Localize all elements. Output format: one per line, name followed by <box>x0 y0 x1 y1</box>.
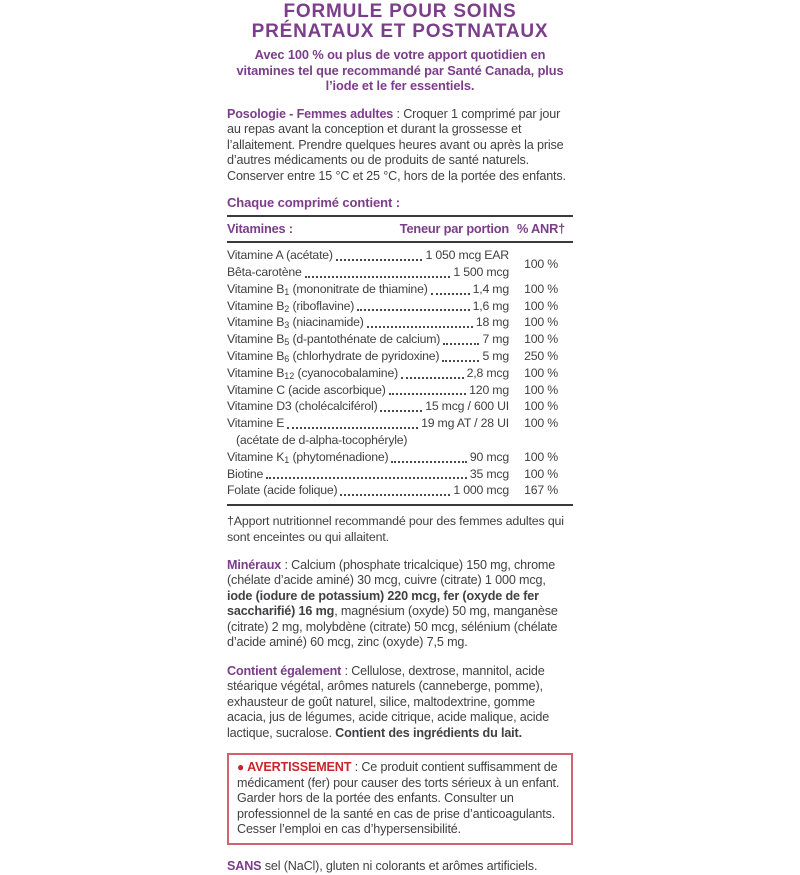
vitamin-row-group <box>227 314 573 331</box>
minerals-label: Minéraux <box>227 557 282 572</box>
vitamin-name-subscript: 2 <box>284 303 290 314</box>
vitamin-amount: 35 mcg <box>469 466 509 481</box>
vitamin-name: Vitamine $B_2$ (riboflavine) <box>227 298 355 314</box>
minerals-bold-text: iode (iodure de potassium) 220 mcg, fer (oxyde de fer saccharifié) 16 mg <box>227 588 539 619</box>
vitamin-row-group <box>227 348 573 365</box>
vitamin-pct: 100 % <box>524 256 558 271</box>
sans-text: sel (NaCl), gluten ni colorants et arômes artificiels. <box>261 859 538 874</box>
warning-bullet-icon: ● <box>237 760 245 775</box>
dotted-leader <box>391 461 466 463</box>
vitamin-amount: 1 500 mcg <box>453 265 509 280</box>
vitamin-name: Bêta-carotène <box>227 265 302 280</box>
vitamin-row-group <box>227 281 573 298</box>
vitamin-row-left <box>227 382 509 399</box>
vitamin-row <box>227 365 509 382</box>
vitamin-row-left <box>227 331 509 348</box>
vitamin-row-left <box>227 298 509 315</box>
label-sheet <box>227 0 573 875</box>
page-title <box>227 2 573 41</box>
vitamin-amount: 18 mg <box>475 315 509 330</box>
vitamin-row <box>227 415 509 432</box>
vitamin-pct: 100 % <box>524 466 558 481</box>
vitamin-name: Vitamine A (acétate) <box>227 248 333 263</box>
dotted-leader <box>357 309 469 311</box>
title-line-2: PRÉNATAUX ET POSTNATAUX <box>251 20 549 42</box>
vitamin-name-subscript: 6 <box>284 354 290 365</box>
column-header-vitamins: Vitamines : <box>227 221 293 237</box>
vitamin-row <box>227 449 509 466</box>
vitamin-row-group <box>227 466 573 483</box>
vitamin-name: Vitamine E <box>227 416 285 431</box>
column-header-pct: % ANR† <box>516 221 566 237</box>
vitamin-name-subscript: 1 <box>284 454 290 465</box>
vitamin-row-group <box>227 398 573 415</box>
also-contains-bold-text: Contient des ingrédients du lait. <box>335 725 522 740</box>
vitamin-row-group <box>227 382 573 399</box>
vitamin-amount: 5 mg <box>482 349 509 364</box>
dotted-leader <box>266 477 467 479</box>
vitamin-name-subscript: 1 <box>284 286 290 297</box>
vitamin-row-left <box>227 415 509 449</box>
vitamin-amount: 1 050 mcg EAR <box>425 248 509 263</box>
vitamin-amount: 7 mg <box>482 332 509 347</box>
also-contains-separator: : <box>341 663 352 678</box>
vitamin-amount: 1 000 mcg <box>453 483 509 498</box>
contains-heading: Chaque comprimé contient : <box>227 195 400 211</box>
vitamin-row <box>227 281 509 298</box>
vitamin-pct: 100 % <box>524 332 558 347</box>
vitamin-row-group <box>227 331 573 348</box>
vitamin-name: Folate (acide folique) <box>227 483 338 498</box>
vitamin-amount: 19 mg AT / 28 UI <box>421 416 509 431</box>
vitamin-name: Vitamine C (acide ascorbique) <box>227 382 386 397</box>
vitamin-name: Vitamine $B_{12}$ (cyanocobalamine) <box>227 365 398 381</box>
vitamin-amount: 120 mg <box>469 382 509 397</box>
vitamin-name: Biotine <box>227 466 264 481</box>
vitamin-pct: 100 % <box>524 399 558 414</box>
vitamin-name: Vitamine D3 (cholécalciférol) <box>227 399 378 414</box>
dotted-leader <box>389 393 466 395</box>
vitamin-row <box>227 264 509 281</box>
dotted-leader <box>443 343 479 345</box>
vitamin-row <box>227 331 509 348</box>
also-contains-label: Contient également <box>227 663 342 678</box>
also-contains-text: Cellulose, dextrose, mannitol, acide stéarique végétal, arômes naturels (canneberge, pomme), exhausteur de goût naturel, silice, maltodextrine, gomme acacia, jus de légumes, acide citrique, acide malique, acide lactique, sucralose. <box>227 663 550 740</box>
vitamin-row-group <box>227 298 573 315</box>
vitamin-name-subscript: 3 <box>284 320 290 331</box>
vitamin-row-left <box>227 314 509 331</box>
table-rule-bottom <box>227 504 573 506</box>
vitamin-name: Vitamine $B_1$ (mononitrate de thiamine) <box>227 281 428 297</box>
vitamin-name-subscript: 5 <box>284 337 290 348</box>
vitamin-row <box>227 348 509 365</box>
sans-label: SANS <box>227 859 262 874</box>
subtitle: Avec 100 % ou plus de votre apport quotidien en vitamines tel que recommandé par Santé Canada, plus l’iode et le fer essentiels. <box>236 47 564 94</box>
vitamin-pct: 100 % <box>524 281 558 296</box>
dosage-separator: : <box>393 106 404 121</box>
vitamin-row <box>227 398 509 415</box>
vitamin-name: Vitamine $B_6$ (chlorhydrate de pyridoxine) <box>227 349 440 365</box>
vitamin-pct: 100 % <box>524 449 558 464</box>
vitamin-pct: 100 % <box>524 416 558 431</box>
vitamin-row-left <box>227 247 509 281</box>
warning-label: AVERTISSEMENT <box>247 760 352 775</box>
minerals-text-1: Calcium (phosphate tricalcique) 150 mg, chrome (chélate d’acide aminé) 30 mcg, cuivre (citrate) 1 000 mcg, <box>227 557 556 588</box>
dotted-leader <box>340 494 450 496</box>
vitamin-row-group <box>227 247 573 281</box>
vitamin-row <box>227 247 509 264</box>
vitamin-row-group <box>227 365 573 382</box>
minerals-text-2: , magnésium (oxyde) 50 mg, manganèse (citrate) 2 mg, molybdène (citrate) 50 mcg, sélénium (chélate d’acide aminé) 60 mcg, zinc (oxyde) 7,5 mg. <box>227 604 558 650</box>
vitamin-row-left <box>227 466 509 483</box>
vitamin-pct: 100 % <box>524 298 558 313</box>
dotted-leader <box>287 427 418 429</box>
warning-separator: : <box>351 760 362 775</box>
vitamin-name: Vitamine $B_5$ (d-pantothénate de calcium) <box>227 332 441 348</box>
vitamin-row-left <box>227 449 509 466</box>
dotted-leader <box>367 326 473 328</box>
vitamin-name: Vitamine $K_1$ (phytoménadione) <box>227 449 389 465</box>
dotted-leader <box>336 259 423 261</box>
sans-line <box>227 859 573 875</box>
minerals-paragraph <box>227 558 573 651</box>
vitamin-amount: 1,6 mg <box>472 298 509 313</box>
vitamins-table <box>227 215 573 506</box>
vitamin-amount: 2,8 mcg <box>466 365 509 380</box>
vitamin-pct: 100 % <box>524 382 558 397</box>
vitamin-row <box>227 298 509 315</box>
title-line-1: FORMULE POUR SOINS <box>283 1 517 22</box>
dosage-text: Croquer 1 comprimé par jour au repas avant la conception et durant la grossesse et l’allaitement. Prendre quelques heures avant ou après la prise d’autres médicaments ou de produits de santé naturels. Conserver entre 15 °C et 25 °C, hors de la portée des enfants. <box>227 106 566 183</box>
dotted-leader <box>380 410 422 412</box>
vitamin-row <box>227 482 509 499</box>
column-header-amount: Teneur par portion <box>399 221 509 237</box>
dotted-leader <box>401 377 464 379</box>
dotted-leader <box>431 293 470 295</box>
vitamin-pct: 250 % <box>524 349 558 364</box>
minerals-separator: : <box>281 557 292 572</box>
vitamin-amount: 15 mcg / 600 UI <box>425 399 509 414</box>
vitamin-pct: 100 % <box>524 365 558 380</box>
vitamin-row-left <box>227 365 509 382</box>
also-contains-paragraph <box>227 664 573 742</box>
table-header-row <box>227 217 573 241</box>
vitamin-amount: 90 mcg <box>469 449 509 464</box>
dosage-paragraph <box>227 107 573 185</box>
warning-box <box>227 753 573 845</box>
vitamins-rows <box>227 243 573 504</box>
vitamin-row <box>227 314 509 331</box>
vitamin-name: Vitamine $B_3$ (niacinamide) <box>227 315 364 331</box>
warning-text: Ce produit contient suffisamment de médicament (fer) pour causer des torts sérieux à un enfant. Garder hors de la portée des enfants. Consulter un professionnel de la santé en cas de prise d’anticoagulants. Cesser l’emploi en cas d’hypersensibilité. <box>237 760 560 836</box>
vitamin-row-group <box>227 415 573 449</box>
vitamin-row-left <box>227 482 509 499</box>
vitamin-row-group <box>227 449 573 466</box>
vitamin-pct: 100 % <box>524 315 558 330</box>
vitamin-row-left <box>227 281 509 298</box>
vitamin-row <box>227 382 509 399</box>
vitamin-pct: 167 % <box>524 483 558 498</box>
dosage-label: Posologie - Femmes adultes <box>227 106 394 121</box>
vitamin-row-left <box>227 348 509 365</box>
vitamin-continuation-line: (acétate de d-alpha-tocophéryle) <box>236 433 408 448</box>
vitamin-amount: 1,4 mg <box>472 281 509 296</box>
dotted-leader <box>305 276 451 278</box>
vitamin-name-subscript: 12 <box>284 370 295 381</box>
vitamin-row-group <box>227 482 573 499</box>
vitamin-row-left <box>227 398 509 415</box>
footnote: †Apport nutritionnel recommandé pour des femmes adultes qui sont enceintes ou qui allaitent. <box>227 514 564 544</box>
vitamin-row <box>227 466 509 483</box>
dotted-leader <box>442 360 479 362</box>
